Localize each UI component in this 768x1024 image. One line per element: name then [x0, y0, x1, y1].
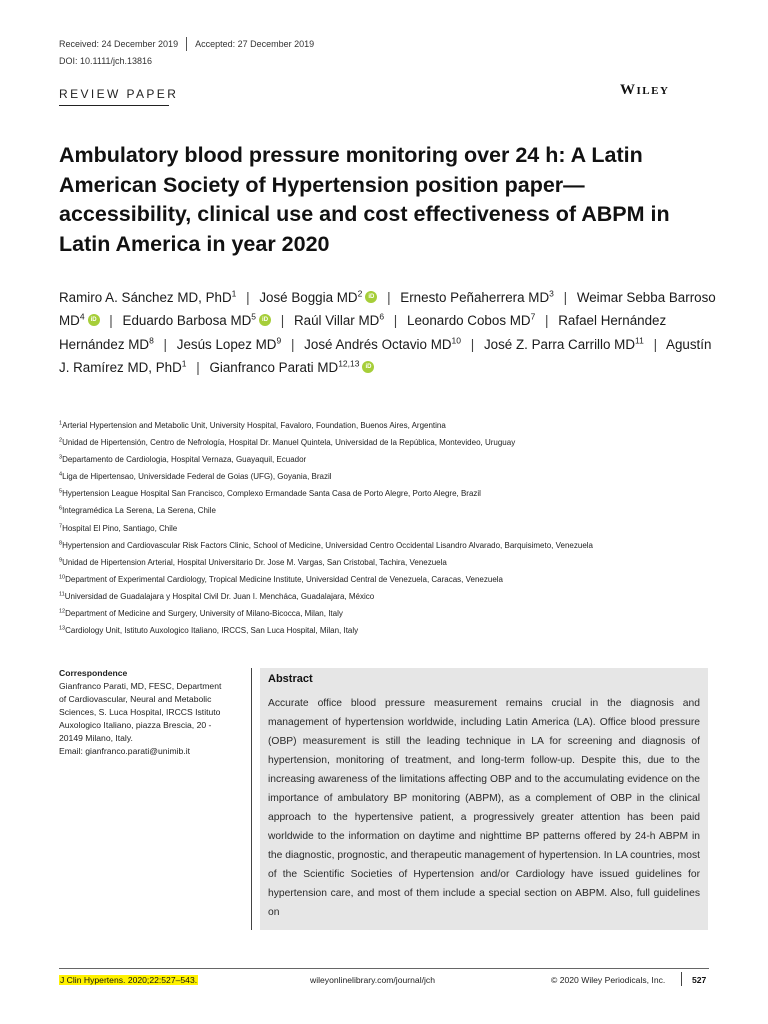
author-separator: | [109, 313, 113, 329]
affiliation-item [59, 537, 719, 554]
author-separator: | [653, 336, 658, 352]
author-name: Raúl Villar MD [293, 313, 380, 329]
author-separator: | [470, 336, 475, 352]
affiliation-number: 2 [59, 437, 63, 444]
author-name: José Boggia MD [259, 290, 358, 305]
author [294, 313, 384, 328]
author [304, 337, 461, 352]
article-type: REVIEW PAPER [59, 87, 179, 101]
author-separator: | [387, 290, 391, 305]
affiliation-text: Unidad de Hipertensión, Centro de Nefrología, Hospital Dr. Manuel Quintela, Universidad de la República, Montevideo, Uruguay [62, 438, 516, 448]
affiliation-item [59, 588, 719, 605]
affiliation-text: Universidad de Guadalajara y Hospital Civil Dr. Juan I. Mencháca, Guadalajara, México [64, 591, 375, 601]
author-name: Leonardo Cobos MD [407, 313, 531, 329]
author-affiliation-mark: 10 [451, 335, 461, 346]
author-separator: | [163, 336, 168, 352]
abstract-text: Accurate office blood pressure measurement remains crucial in the diagnosis and management of hypertension worldwide, including Latin America (LA). Office blood pressure (OBP) measurement is still the leading technique in LA for screening and diagnosis of hypertension, monitoring of treatment, and long-term follow-up. Despite this, due to the increasing awareness of the limitations affecting OBP and to the accumulating evidence on the importance of ambulatory BP monitoring (ABPM), as a complement of OBP in the clinical approach to the hypertensive patient, a progressively greater attention has been paid worldwide to the information on daytime and nighttime BP patterns offered by 24-h ABPM in the diagnostic, prognostic, and therapeutic management of hypertension. In LA countries, most of the Scientific Societies of Hypertension and/or Cardiology have issued guidelines for hypertension care, and most of them include a special section on ABPM. Also, full guidelines on [268, 698, 700, 918]
author-affiliation-mark: 3 [549, 288, 554, 299]
affiliation-text: Arterial Hypertension and Metabolic Unit, University Hospital, Favaloro, Foundation, Buenos Aires, Argentina [62, 421, 446, 430]
affiliation-item [59, 554, 719, 571]
affiliation-number: 12 [59, 608, 66, 615]
author-affiliation-mark: 5 [251, 311, 257, 322]
author-list [59, 286, 719, 380]
journal-url-link[interactable]: wileyonlinelibrary.com/journal/jch [310, 975, 435, 985]
author-separator: | [563, 290, 568, 305]
affiliation-number: 11 [59, 591, 65, 598]
author-name: Gianfranco Parati MD [209, 360, 339, 376]
correspondence-block [59, 667, 239, 758]
footer-rule [59, 968, 709, 969]
author-affiliation-mark: 4 [79, 311, 85, 322]
date-separator [186, 37, 187, 51]
author-affiliation-mark: 1 [231, 288, 237, 299]
affiliation-text: Department of Experimental Cardiology, Tropical Medicine Institute, Universidad Central de Venezuela, Caracas, Venezuela [65, 574, 503, 584]
affiliation-number: 10 [59, 574, 66, 581]
correspondence-line: Sciences, S. Luca Hospital, IRCCS Istituto [59, 707, 221, 717]
affiliation-item [59, 571, 719, 588]
author-separator: | [246, 290, 250, 305]
affiliation-number: 9 [59, 557, 63, 564]
author-name: Jesús Lopez MD [176, 336, 277, 352]
affiliation-text: Unidad de Hipertension Arterial, Hospital Universitario Dr. Jose M. Vargas, San Cristobal, Tachira, Venezuela [62, 557, 447, 567]
author [123, 313, 272, 328]
author-name: Weimar Sebba Barroso MD [59, 290, 716, 329]
correspondence-line: 20149 Milano, Italy. [59, 733, 133, 743]
affiliation-item [59, 485, 719, 502]
journal-citation: J Clin Hypertens. 2020;22:527–543. [60, 975, 198, 985]
author-affiliation-mark: 8 [149, 335, 154, 346]
affiliation-number: 8 [59, 540, 63, 546]
author-separator: | [393, 313, 398, 329]
orcid-icon[interactable] [88, 314, 100, 326]
affiliation-number: 6 [59, 505, 63, 512]
affiliation-item [59, 451, 719, 468]
abstract-heading: Abstract [268, 673, 313, 685]
author [400, 290, 554, 305]
affiliation-text: Departamento de Cardiologia, Hospital Vernaza, Guayaquil, Ecuador [62, 455, 307, 465]
affiliation-item [59, 417, 719, 434]
abstract-box [260, 668, 708, 930]
article-dates [59, 37, 314, 51]
author-affiliation-mark: 6 [379, 311, 385, 322]
affiliation-item [59, 468, 719, 485]
author [59, 290, 236, 305]
author-separator: | [545, 313, 549, 329]
author-affiliation-mark: 1 [181, 358, 187, 369]
page-number-separator [681, 972, 682, 986]
affiliation-text: Hypertension and Cardiovascular Risk Factors Clinic, School of Medicine, Universidad Centro Occidental Lisandro Alvarado, Barquisimeto, Venezuela [62, 540, 593, 550]
author-name: Agustín J. Ramírez MD, PhD [59, 336, 712, 376]
author-name: Ramiro A. Sánchez MD, PhD [59, 290, 232, 305]
doi-link[interactable]: DOI: 10.1111/jch.13816 [59, 56, 153, 66]
author-separator: | [280, 313, 285, 329]
paper-title: Ambulatory blood pressure monitoring over 24 h: A Latin American Society of Hypertension position paper—accessibility, clinical use and cost effectiveness of ABPM in Latin America in year 2020 [59, 143, 670, 256]
correspondence-line: Auxologico Italiano, piazza Brescia, 20 - [59, 720, 212, 730]
author-name: Rafael Hernández Hernández MD [59, 313, 667, 352]
affiliation-text: Integramédica La Serena, La Serena, Chile [62, 506, 216, 516]
orcid-icon[interactable] [362, 361, 374, 373]
affiliation-item [59, 502, 719, 519]
author-affiliation-mark: 2 [357, 288, 363, 299]
correspondence-line: Gianfranco Parati, MD, FESC, Department [59, 681, 222, 691]
author [259, 290, 377, 305]
correspondence-email[interactable]: Email: gianfranco.parati@unimib.it [59, 746, 191, 756]
affiliation-text: Department of Medicine and Surgery, University of Milano-Bicocca, Milan, Italy [65, 609, 343, 619]
orcid-icon[interactable] [259, 314, 271, 326]
author-affiliation-mark: 11 [635, 335, 644, 346]
affiliation-text: Liga de Hipertensao, Universidade Federal de Goias (UFG), Goyania, Brazil [62, 472, 332, 482]
author-name: Eduardo Barbosa MD [122, 313, 252, 329]
author [484, 337, 644, 352]
article-type-underline [59, 105, 169, 106]
accepted-date: Accepted: 27 December 2019 [195, 39, 315, 49]
author-separator: | [290, 336, 295, 352]
correspondence-line: of Cardiovascular, Neural and Metabolic [59, 694, 212, 704]
author-affiliation-mark: 12,13 [338, 358, 360, 369]
affiliation-list [59, 417, 719, 639]
author-affiliation-mark: 9 [276, 335, 282, 346]
received-date: Received: 24 December 2019 [59, 39, 179, 49]
affiliation-number: 1 [59, 420, 63, 427]
author [407, 313, 535, 328]
column-divider [251, 668, 252, 930]
author [209, 360, 374, 375]
author [177, 337, 281, 352]
affiliation-text: Hospital El Pino, Santiago, Chile [62, 523, 178, 533]
affiliation-text: Hypertension League Hospital San Francisco, Complexo Ermandade Santa Casa de Porto Alegre, Porto Alegre, Brazil [62, 489, 481, 499]
copyright-notice: © 2020 Wiley Periodicals, Inc. [551, 975, 666, 985]
page-number: 527 [692, 975, 707, 985]
author-separator: | [196, 360, 200, 376]
author-name: Ernesto Peñaherrera MD [400, 290, 550, 305]
author-name: José Z. Parra Carrillo MD [483, 336, 635, 352]
affiliation-text: Cardiology Unit, Istituto Auxologico Italiano, IRCCS, San Luca Hospital, Milan, Italy [65, 626, 359, 636]
affiliation-number: 7 [59, 522, 63, 529]
affiliation-item [59, 605, 719, 622]
affiliation-item [59, 434, 719, 451]
affiliation-number: 4 [59, 471, 63, 478]
affiliation-item [59, 622, 719, 639]
affiliation-number: 3 [59, 454, 63, 461]
orcid-icon[interactable] [365, 291, 377, 303]
author-affiliation-mark: 7 [530, 311, 536, 322]
publisher-logo: Wiley [620, 82, 670, 98]
affiliation-number: 5 [59, 488, 63, 495]
author-name: José Andrés Octavio MD [304, 336, 452, 352]
correspondence-heading: Correspondence [59, 668, 128, 678]
affiliation-number: 13 [59, 625, 66, 632]
affiliation-item [59, 520, 719, 537]
